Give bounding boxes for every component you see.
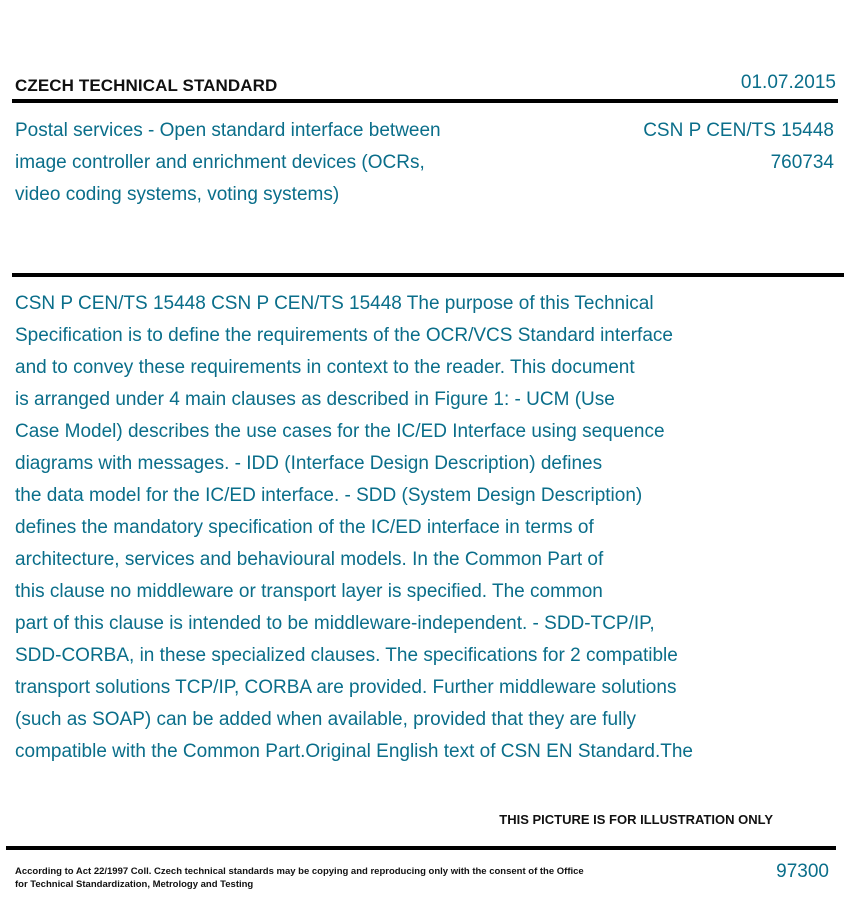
classification-code: 97300 [776, 861, 829, 882]
abstract-line: diagrams with messages. - IDD (Interface Design Description) defines [15, 453, 603, 474]
illustration-notice: THIS PICTURE IS FOR ILLUSTRATION ONLY [499, 812, 773, 827]
standard-number: 760734 [770, 152, 834, 173]
abstract-text [15, 288, 815, 768]
copyright-notice [15, 865, 615, 891]
footer-divider [6, 846, 836, 850]
standard-title-line: video coding systems, voting systems) [15, 184, 340, 205]
document-type-label: CZECH TECHNICAL STANDARD [15, 76, 278, 95]
copyright-line: for Technical Standardization, Metrology and Testing [15, 879, 254, 890]
standard-identifiers [643, 115, 834, 179]
abstract-line: Case Model) describes the use cases for the IC/ED Interface using sequence [15, 421, 665, 442]
abstract-line: the data model for the IC/ED interface. - SDD (System Design Description) [15, 485, 643, 506]
abstract-line: is arranged under 4 main clauses as described in Figure 1: - UCM (Use [15, 389, 615, 410]
abstract-line: SDD-CORBA, in these specialized clauses. The specifications for 2 compatible [15, 645, 678, 666]
abstract-line: part of this clause is intended to be middleware-independent. - SDD-TCP/IP, [15, 613, 655, 634]
publication-date: 01.07.2015 [740, 72, 836, 93]
abstract-line: Specification is to define the requirements of the OCR/VCS Standard interface [15, 325, 673, 346]
abstract-line: defines the mandatory specification of the IC/ED interface in terms of [15, 517, 594, 538]
abstract-line: compatible with the Common Part.Original English text of CSN EN Standard.The [15, 741, 693, 762]
standard-title [15, 115, 535, 211]
header-divider [12, 99, 838, 103]
standard-title-line: Postal services - Open standard interface between [15, 120, 441, 141]
standard-code: CSN P CEN/TS 15448 [643, 120, 834, 141]
abstract-line: and to convey these requirements in context to the reader. This document [15, 357, 635, 378]
abstract-line: (such as SOAP) can be added when available, provided that they are fully [15, 709, 637, 730]
standard-title-line: image controller and enrichment devices (OCRs, [15, 152, 425, 173]
abstract-line: transport solutions TCP/IP, CORBA are provided. Further middleware solutions [15, 677, 677, 698]
title-divider [12, 273, 844, 277]
copyright-line: According to Act 22/1997 Coll. Czech technical standards may be copying and reproducing only with the consent of the Office [15, 866, 584, 877]
abstract-line: this clause no middleware or transport layer is specified. The common [15, 581, 603, 602]
abstract-line: CSN P CEN/TS 15448 CSN P CEN/TS 15448 The purpose of this Technical [15, 293, 654, 314]
abstract-line: architecture, services and behavioural models. In the Common Part of [15, 549, 604, 570]
